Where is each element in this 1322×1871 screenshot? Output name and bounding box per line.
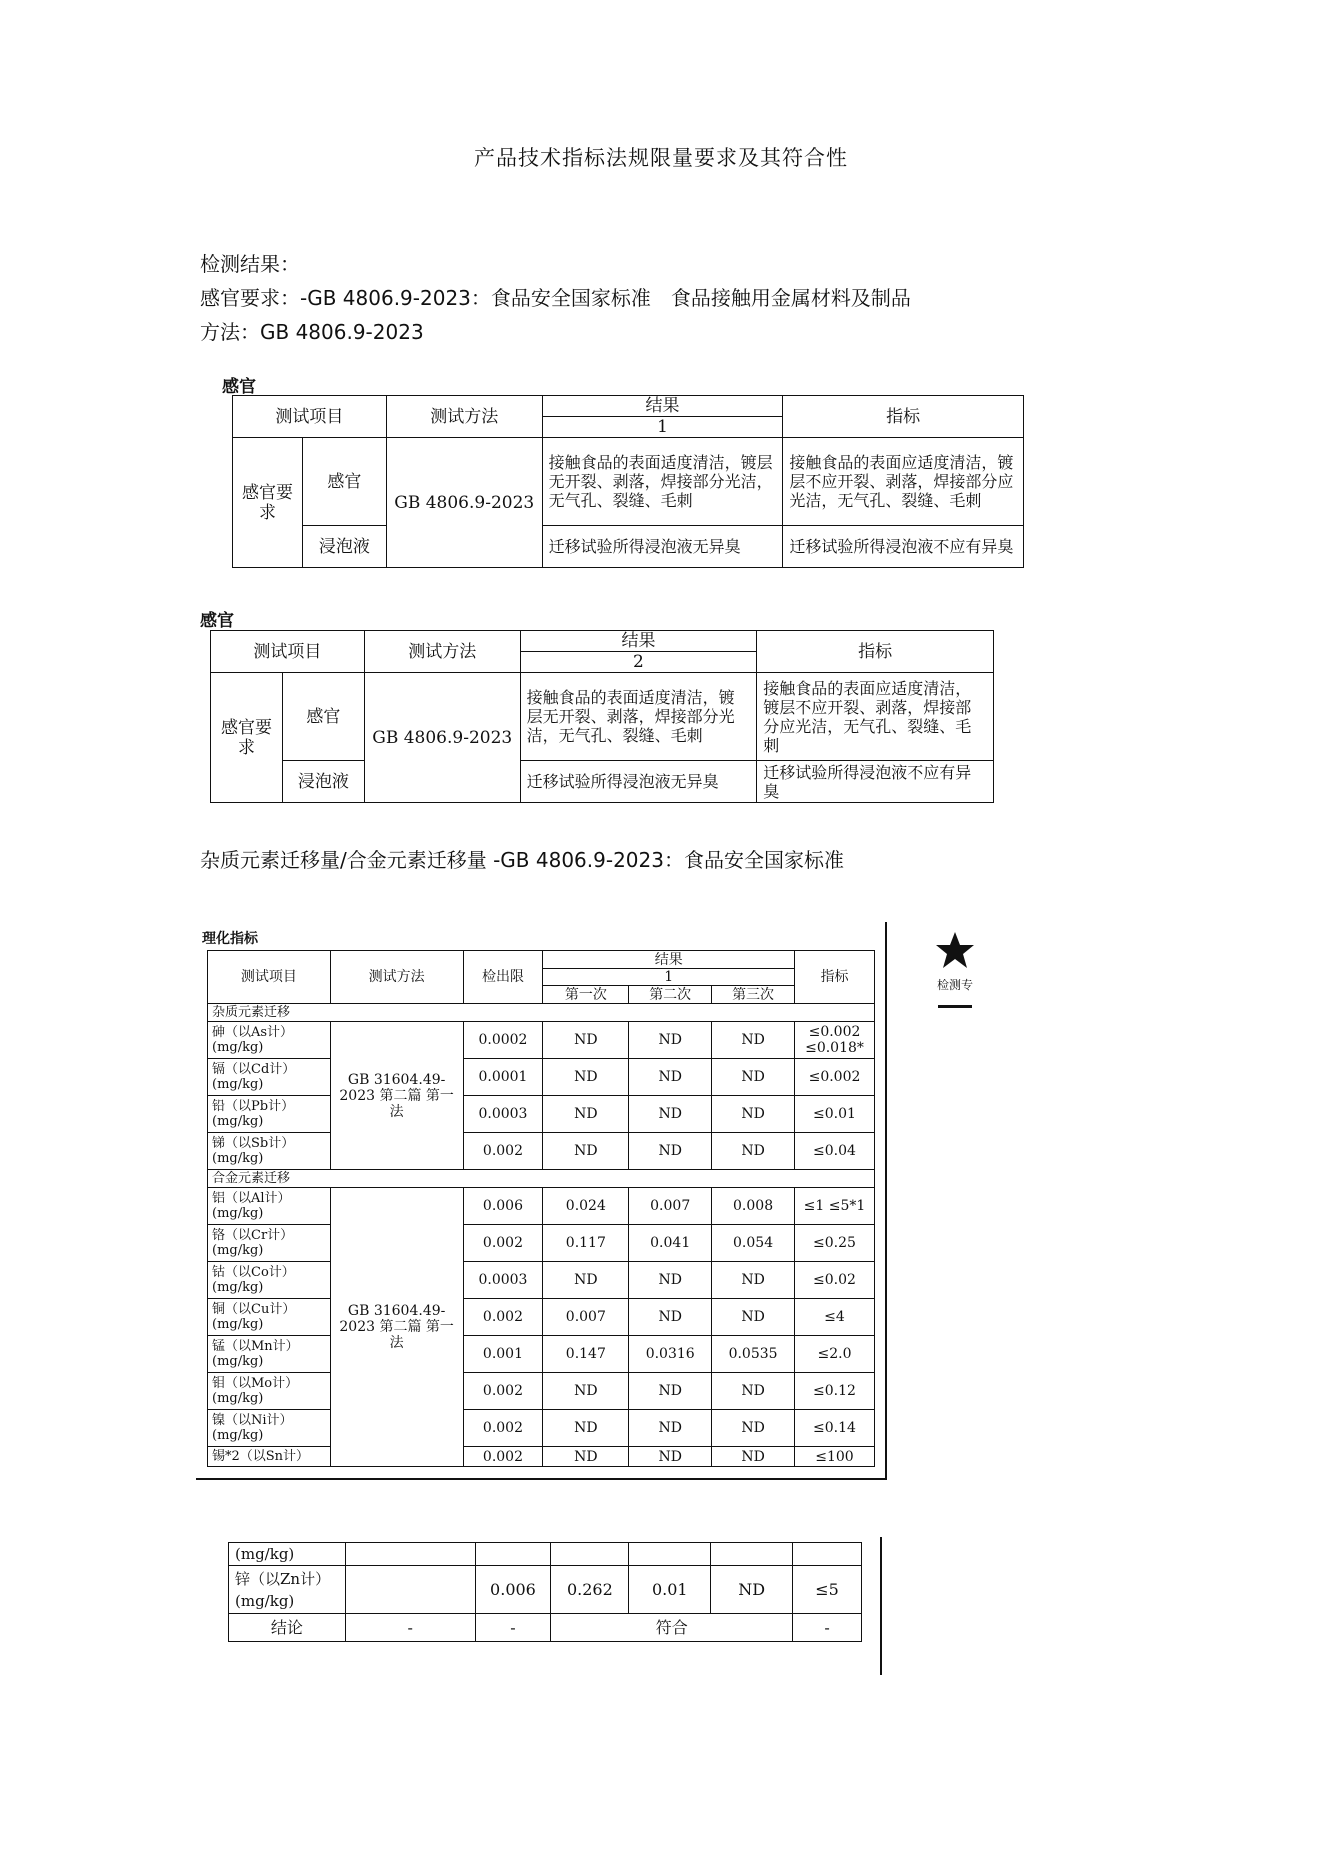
conclusion-result: 符合: [551, 1614, 793, 1642]
item-molybdenum: 钼（以Mo计）(mg/kg): [208, 1373, 331, 1410]
blank-cell: [711, 1543, 793, 1566]
index-cell: 接触食品的表面应适度清洁，镀层不应开裂、剥落，焊接部分应光洁，无气孔、裂缝、毛刺: [757, 673, 994, 761]
result-cell: ND: [712, 1373, 795, 1410]
lod-cell: 0.0002: [463, 1022, 543, 1059]
sub-item-sensory: 感官: [302, 438, 386, 526]
index-cell: ≤100: [795, 1447, 875, 1467]
index-cell: ≤0.12: [795, 1373, 875, 1410]
result-cell: ND: [543, 1447, 629, 1467]
result-cell: ND: [543, 1022, 629, 1059]
group-sensory-requirement: 感官要求: [211, 673, 283, 803]
method-impurity: GB 31604.49-2023 第二篇 第一法: [330, 1022, 463, 1170]
result-cell: ND: [543, 1410, 629, 1447]
sub-item-sensory: 感官: [282, 673, 364, 761]
index-cell: ≤0.04: [795, 1133, 875, 1170]
lod-cell: 0.002: [463, 1299, 543, 1336]
stamp-text: 检测专: [936, 978, 973, 992]
result-cell: ND: [543, 1059, 629, 1096]
result-cell: 0.0316: [629, 1336, 712, 1373]
index-cell: ≤0.25: [795, 1225, 875, 1262]
result-cell: 0.147: [543, 1336, 629, 1373]
result-cell: ND: [543, 1373, 629, 1410]
intro-method: 方法：GB 4806.9-2023: [200, 320, 424, 344]
conclusion-index: -: [793, 1614, 862, 1642]
document-title: 产品技术指标法规限量要求及其符合性: [474, 146, 848, 170]
item-copper: 铜（以Cu计）(mg/kg): [208, 1299, 331, 1336]
index-cell: ≤5: [793, 1566, 862, 1614]
result-cell: 接触食品的表面适度清洁，镀层无开裂、剥落，焊接部分光洁，无气孔、裂缝、毛刺: [520, 673, 757, 761]
item-tin: 锡*2（以Sn计）: [208, 1447, 331, 1467]
result-cell: 0.007: [629, 1188, 712, 1225]
header-index: 指标: [795, 951, 875, 1004]
header-lod: 检出限: [463, 951, 543, 1004]
item-cadmium: 镉（以Cd计）(mg/kg): [208, 1059, 331, 1096]
intro-results-label: 检测结果：: [200, 252, 300, 276]
lod-cell: 0.006: [475, 1566, 551, 1614]
stamp-bar: [938, 1005, 972, 1008]
sub-item-soak-liquid: 浸泡液: [282, 761, 364, 803]
blank-cell: [551, 1543, 629, 1566]
result-cell: 0.01: [629, 1566, 711, 1614]
group-sensory-requirement: 感官要求: [233, 438, 303, 568]
lod-cell: 0.0001: [463, 1059, 543, 1096]
conclusion-method: -: [345, 1614, 475, 1642]
index-cell: ≤2.0: [795, 1336, 875, 1373]
result-cell: ND: [629, 1373, 712, 1410]
phys-caption: 理化指标: [202, 931, 258, 947]
index-cell: 接触食品的表面应适度清洁，镀层不应开裂、剥落，焊接部分应光洁，无气孔、裂缝、毛刺: [783, 438, 1024, 526]
result-cell: 0.0535: [712, 1336, 795, 1373]
index-cell: ≤0.02: [795, 1262, 875, 1299]
header-result: 结果: [543, 951, 795, 969]
lod-cell: 0.0003: [463, 1262, 543, 1299]
group-impurity-migration: 杂质元素迁移: [208, 1004, 875, 1022]
header-result: 结果: [520, 631, 757, 652]
result-cell: ND: [629, 1133, 712, 1170]
lod-cell: 0.0003: [463, 1096, 543, 1133]
cont-table: [228, 1542, 862, 1642]
result-cell: ND: [543, 1262, 629, 1299]
item-chromium: 铬（以Cr计）(mg/kg): [208, 1225, 331, 1262]
result-cell: ND: [543, 1133, 629, 1170]
header-test-item: 测试项目: [208, 951, 331, 1004]
result-cell: ND: [712, 1022, 795, 1059]
item-nickel: 镍（以Ni计）(mg/kg): [208, 1410, 331, 1447]
header-result: 结果: [542, 396, 783, 417]
header-second: 第二次: [629, 986, 712, 1004]
result-cell: ND: [629, 1299, 712, 1336]
item-manganese: 锰（以Mn计）(mg/kg): [208, 1336, 331, 1373]
sub-item-soak-liquid: 浸泡液: [302, 526, 386, 568]
blank-cell: [475, 1543, 551, 1566]
item-cobalt: 钴（以Co计）(mg/kg): [208, 1262, 331, 1299]
item-aluminium: 铝（以Al计）(mg/kg): [208, 1188, 331, 1225]
method-cell: GB 4806.9-2023: [386, 438, 542, 568]
item-lead: 铅（以Pb计）(mg/kg): [208, 1096, 331, 1133]
scan-border-right: [885, 922, 887, 1480]
header-test-item: 测试项目: [233, 396, 387, 438]
item-arsenic: 砷（以As计）(mg/kg): [208, 1022, 331, 1059]
result-cell: ND: [712, 1096, 795, 1133]
item-zinc: 锌（以Zn计）(mg/kg): [229, 1566, 346, 1614]
sensory-caption-1: 感官: [222, 377, 256, 397]
result-cell: 0.024: [543, 1188, 629, 1225]
phys-table: [207, 950, 875, 1467]
header-first: 第一次: [543, 986, 629, 1004]
header-test-method: 测试方法: [386, 396, 542, 438]
method-cell: [345, 1566, 475, 1614]
stamp-mark: [930, 930, 980, 1008]
star-icon: [935, 930, 975, 970]
header-test-method: 测试方法: [364, 631, 520, 673]
result-cell: ND: [629, 1262, 712, 1299]
lod-cell: 0.001: [463, 1336, 543, 1373]
result-cell: 0.117: [543, 1225, 629, 1262]
method-cell: GB 4806.9-2023: [364, 673, 520, 803]
method-alloy: GB 31604.49-2023 第二篇 第一法: [330, 1188, 463, 1467]
header-third: 第三次: [712, 986, 795, 1004]
result-cell: ND: [712, 1059, 795, 1096]
result-cell: 接触食品的表面适度清洁，镀层无开裂、剥落，焊接部分光洁，无气孔、裂缝、毛刺: [542, 438, 783, 526]
sensory-caption-2: 感官: [200, 611, 234, 631]
header-test-method: 测试方法: [330, 951, 463, 1004]
header-index: 指标: [757, 631, 994, 673]
intro-sensory-requirement: 感官要求：-GB 4806.9-2023：食品安全国家标准 食品接触用金属材料及制品: [200, 286, 911, 310]
lod-cell: 0.002: [463, 1410, 543, 1447]
header-index: 指标: [783, 396, 1024, 438]
conclusion-label: 结论: [229, 1614, 346, 1642]
unit-row-label: (mg/kg): [229, 1543, 346, 1566]
result-cell: ND: [712, 1299, 795, 1336]
result-cell: ND: [712, 1133, 795, 1170]
group-alloy-migration: 合金元素迁移: [208, 1170, 875, 1188]
index-cell: ≤0.01: [795, 1096, 875, 1133]
header-test-item: 测试项目: [211, 631, 365, 673]
index-cell: ≤4: [795, 1299, 875, 1336]
scan-border-bottom: [196, 1478, 886, 1480]
index-cell: ≤0.002: [795, 1059, 875, 1096]
header-sample-no: 1: [542, 417, 783, 438]
migration-heading: 杂质元素迁移量/合金元素迁移量 -GB 4806.9-2023：食品安全国家标准: [200, 848, 844, 872]
lod-cell: 0.006: [463, 1188, 543, 1225]
result-cell: ND: [711, 1566, 793, 1614]
header-sample-no: 2: [520, 652, 757, 673]
result-cell: ND: [543, 1096, 629, 1133]
result-cell: ND: [629, 1410, 712, 1447]
result-cell: ND: [629, 1059, 712, 1096]
header-sample-no: 1: [543, 969, 795, 986]
result-cell: ND: [712, 1447, 795, 1467]
lod-cell: 0.002: [463, 1133, 543, 1170]
lod-cell: 0.002: [463, 1373, 543, 1410]
result-cell: ND: [712, 1262, 795, 1299]
index-cell: ≤1 ≤5*1: [795, 1188, 875, 1225]
result-cell: 0.262: [551, 1566, 629, 1614]
result-cell: ND: [712, 1410, 795, 1447]
result-cell: ND: [629, 1096, 712, 1133]
lod-cell: 0.002: [463, 1225, 543, 1262]
result-cell: 0.008: [712, 1188, 795, 1225]
index-cell: 迁移试验所得浸泡液不应有异臭: [757, 761, 994, 803]
blank-cell: [345, 1543, 475, 1566]
result-cell: ND: [629, 1022, 712, 1059]
conclusion-lod: -: [475, 1614, 551, 1642]
index-cell: 迁移试验所得浸泡液不应有异臭: [783, 526, 1024, 568]
cont-border-right: [880, 1537, 882, 1675]
lod-cell: 0.002: [463, 1447, 543, 1467]
blank-cell: [793, 1543, 862, 1566]
result-cell: 0.007: [543, 1299, 629, 1336]
result-cell: 0.041: [629, 1225, 712, 1262]
sensory-table-1: [232, 395, 1024, 568]
result-cell: ND: [629, 1447, 712, 1467]
sensory-table-2: [210, 630, 994, 803]
item-antimony: 锑（以Sb计）(mg/kg): [208, 1133, 331, 1170]
index-cell: ≤0.14: [795, 1410, 875, 1447]
result-cell: 迁移试验所得浸泡液无异臭: [520, 761, 757, 803]
result-cell: 迁移试验所得浸泡液无异臭: [542, 526, 783, 568]
blank-cell: [629, 1543, 711, 1566]
result-cell: 0.054: [712, 1225, 795, 1262]
index-cell: ≤0.002 ≤0.018*: [795, 1022, 875, 1059]
